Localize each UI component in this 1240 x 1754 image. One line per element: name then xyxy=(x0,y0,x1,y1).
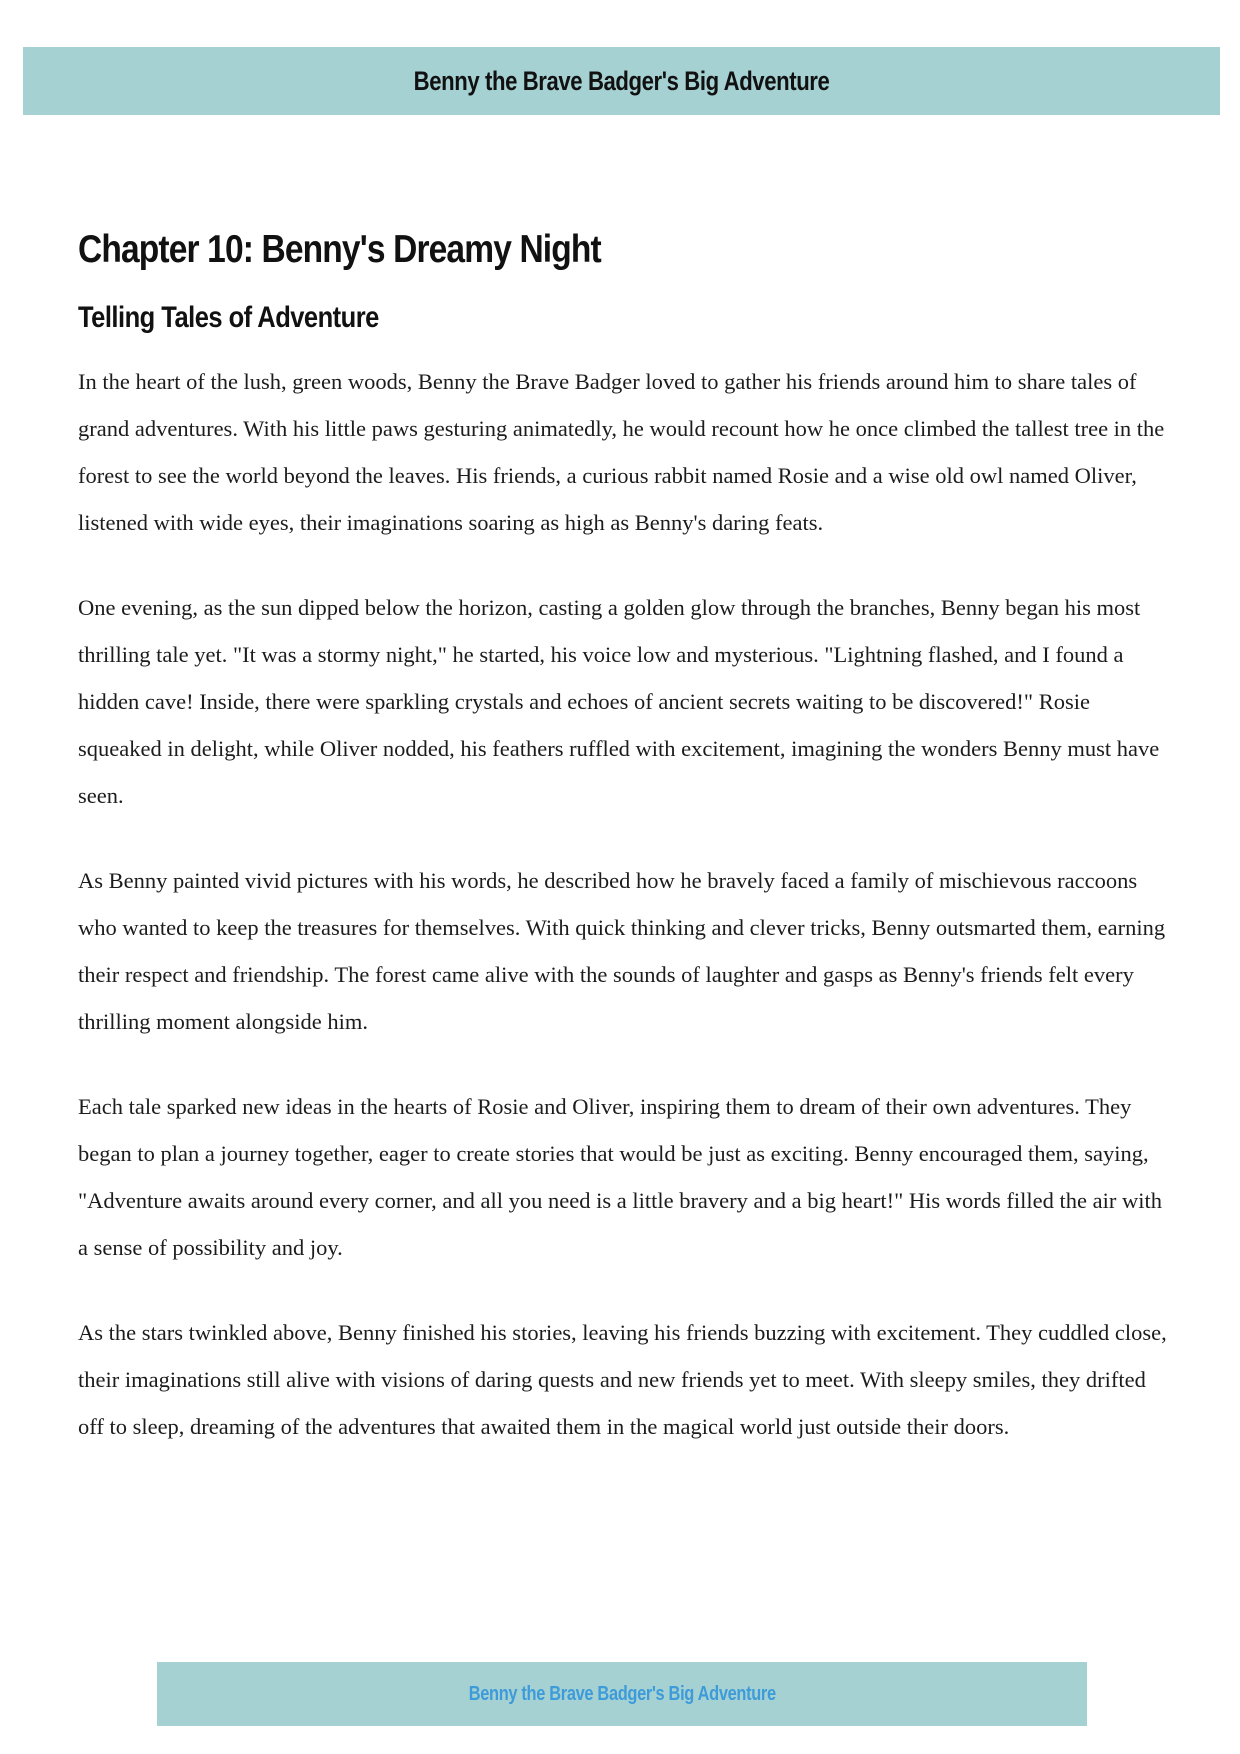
section-title: Telling Tales of Adventure xyxy=(78,301,379,334)
page-footer xyxy=(157,1662,1087,1726)
page-content xyxy=(78,222,1168,1450)
paragraph-1: In the heart of the lush, green woods, Benny the Brave Badger loved to gather his friends around him to share tales of grand adventures. With his little paws gesturing animatedly, he would recount how he once climbed the tallest tree in the forest to see the world beyond the leaves. His friends, a curious rabbit named Rosie and a wise old owl named Oliver, listened with wide eyes, their imaginations soaring as high as Benny's daring feats. xyxy=(78,369,1165,535)
footer-title: Benny the Brave Badger's Big Adventure xyxy=(468,1682,776,1705)
paragraph-2: One evening, as the sun dipped below the horizon, casting a golden glow through the branches, Benny began his most thrilling tale yet. "It was a stormy night," he started, his voice low and mysterious. "Lightning flashed, and I found a hidden cave! Inside, there were sparkling crystals and echoes of ancient secrets waiting to be discovered!" Rosie squeaked in delight, while Oliver nodded, his feathers ruffled with excitement, imagining the wonders Benny must have seen. xyxy=(78,595,1160,808)
page-header xyxy=(23,47,1220,115)
chapter-title: Chapter 10: Benny's Dreamy Night xyxy=(78,228,601,271)
paragraph-4: Each tale sparked new ideas in the hearts of Rosie and Oliver, inspiring them to dream of their own adventures. They began to plan a journey together, eager to create stories that would be just as exciting. Benny encouraged them, saying, "Adventure awaits around every corner, and all you need is a little bravery and a big heart!" His words filled the air with a sense of possibility and joy. xyxy=(78,1094,1162,1260)
paragraph-3: As Benny painted vivid pictures with his words, he described how he bravely faced a family of mischievous raccoons who wanted to keep the treasures for themselves. With quick thinking and clever tricks, Benny outsmarted them, earning their respect and friendship. The forest came alive with the sounds of laughter and gasps as Benny's friends felt every thrilling moment alongside him. xyxy=(78,868,1166,1034)
paragraph-5: As the stars twinkled above, Benny finished his stories, leaving his friends buzzing with excitement. They cuddled close, their imaginations still alive with visions of daring quests and new friends yet to meet. With sleepy smiles, they drifted off to sleep, dreaming of the adventures that awaited them in the magical world just outside their doors. xyxy=(78,1320,1167,1439)
header-title: Benny the Brave Badger's Big Adventure xyxy=(413,65,830,96)
